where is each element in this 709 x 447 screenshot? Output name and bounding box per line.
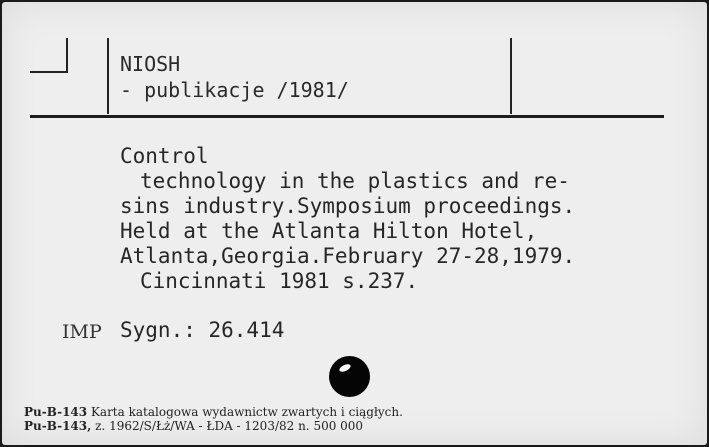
left-column-rule — [107, 38, 109, 114]
footer-line-1 — [24, 405, 403, 419]
card-header — [120, 51, 349, 103]
card-footer — [24, 405, 403, 433]
body-line: technology in the plastics and re- — [140, 169, 570, 193]
body-line: Held at the Atlanta Hilton Hotel, — [120, 219, 538, 243]
right-column-rule — [510, 38, 512, 114]
header-rule — [30, 115, 664, 118]
footer-code-2: Pu-B-143, — [24, 419, 92, 433]
body-line: Atlanta,Georgia.February 27-28,1979. — [120, 244, 576, 268]
body-line: Cincinnati 1981 s.237. — [140, 269, 419, 293]
body-line: sins industry.Symposium proceedings. — [120, 194, 576, 218]
footer-line-2 — [24, 419, 403, 433]
header-line-2: - publikacje /1981/ — [120, 78, 349, 102]
imp-label: IMP — [62, 321, 102, 343]
body-line-title: Control — [120, 144, 209, 168]
footer-text-2: z. 1962/S/Łż/WA - ŁDA - 1203/82 n. 500 000 — [95, 419, 364, 433]
card-body — [120, 144, 575, 294]
header-line-1: NIOSH — [120, 52, 181, 76]
catalog-card — [2, 2, 707, 445]
footer-text-1: Karta katalogowa wydawnictw zwartych i ciągłych. — [90, 405, 403, 419]
corner-bracket-mark — [30, 38, 68, 73]
signature-number: Sygn.: 26.414 — [120, 318, 285, 342]
punch-hole — [329, 356, 370, 397]
footer-code-1: Pu-B-143 — [24, 405, 88, 419]
